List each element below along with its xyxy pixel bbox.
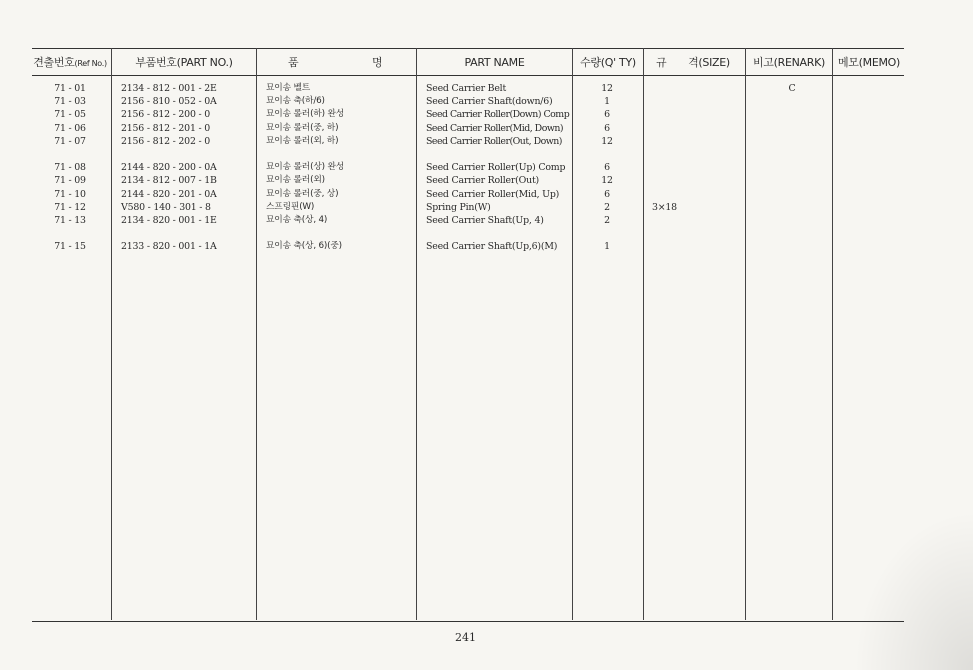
qty-cell: 2 [604, 214, 610, 226]
header-size-2: 격(SIZE) [688, 56, 730, 69]
ref-no-cell: 71 - 12 [54, 201, 86, 213]
part-name-cell: Seed Carrier Roller(Mid, Up) [426, 188, 560, 200]
ref-no-column [50, 82, 90, 253]
korean-name-cell: 묘이송 롤러(외) [266, 175, 325, 186]
part-name-column [426, 82, 569, 253]
korean-name-column [266, 82, 344, 253]
header-size-1: 규 [656, 56, 667, 69]
part-no-cell: 2156 - 810 - 052 - 0A [121, 96, 217, 108]
ref-no-cell: 71 - 15 [54, 241, 86, 253]
qty-cell: 12 [601, 83, 613, 94]
qty-cell: 6 [604, 109, 610, 121]
header-ref-no: 견출번호(Ref No.) [33, 56, 107, 69]
size-cell: 3×18 [652, 201, 677, 213]
korean-name-cell: 묘이송 롤러(하) 완성 [266, 109, 345, 120]
part-name-cell: Seed Carrier Roller(Down) Comp [426, 109, 570, 121]
qty-cell: 6 [604, 122, 610, 134]
header-part-no: 부품번호(PART NO.) [135, 56, 233, 69]
qty-cell: 12 [601, 175, 613, 187]
remark-column [782, 82, 802, 95]
qty-cell: 6 [604, 188, 610, 200]
part-no-cell: 2134 - 812 - 007 - 1B [121, 175, 217, 187]
part-no-cell: 2144 - 820 - 201 - 0A [121, 188, 217, 200]
qty-cell: 12 [601, 135, 613, 147]
ref-no-cell: 71 - 05 [54, 109, 86, 121]
ref-no-cell: 71 - 03 [54, 96, 86, 108]
size-cell [652, 122, 677, 135]
qty-cell: 6 [604, 162, 610, 174]
korean-name-cell: 묘이송 롤러(상) 완성 [266, 162, 345, 173]
korean-name-cell: 묘이송 축(상, 4) [266, 214, 328, 225]
part-no-cell: 2156 - 812 - 200 - 0 [121, 109, 210, 121]
column-divider [416, 48, 417, 620]
header-part-name: PART NAME [464, 56, 525, 69]
part-no-cell: V580 - 140 - 301 - 8 [121, 201, 211, 213]
size-cell [652, 214, 677, 227]
part-no-cell: 2134 - 820 - 001 - 1E [121, 214, 217, 226]
ref-no-cell: 71 - 13 [54, 214, 86, 226]
part-name-cell: Seed Carrier Shaft(Up,6)(M) [426, 241, 558, 253]
column-divider [832, 48, 833, 620]
size-cell [652, 82, 677, 95]
page-shadow [853, 510, 973, 670]
header-memo: 메모(MEMO) [837, 56, 901, 69]
qty-column [592, 82, 622, 253]
ref-no-cell: 71 - 10 [54, 188, 86, 200]
part-name-cell: Seed Carrier Roller(Mid, Down) [426, 122, 564, 134]
ref-no-cell: 71 - 07 [54, 135, 86, 147]
korean-name-cell: 묘이송 롤러(중, 하) [266, 122, 339, 133]
korean-name-cell: 묘이송 롤러(중, 상) [266, 188, 339, 199]
part-name-cell: Spring Pin(W) [426, 201, 491, 213]
size-cell [652, 135, 677, 148]
header-name-kr-1: 품 [288, 56, 299, 69]
column-divider [572, 48, 573, 620]
ref-no-cell: 71 - 09 [54, 175, 86, 187]
page-number: 241 [455, 631, 476, 644]
korean-name-cell: 묘이송 벨트 [266, 83, 311, 93]
ref-no-cell: 71 - 08 [54, 162, 86, 174]
column-divider [256, 48, 257, 620]
column-divider [643, 48, 644, 620]
part-name-cell: Seed Carrier Shaft(Up, 4) [426, 214, 544, 226]
part-name-cell: Seed Carrier Roller(Up) Comp [426, 162, 566, 174]
header-bottom-rule [32, 75, 904, 76]
korean-name-cell: 묘이송 축(하/6) [266, 96, 325, 107]
part-no-cell: 2134 - 812 - 001 - 2E [121, 83, 217, 94]
ref-no-cell: 71 - 06 [54, 122, 86, 134]
remark-cell: C [788, 83, 796, 94]
ref-no-cell: 71 - 01 [54, 83, 86, 94]
column-divider [745, 48, 746, 620]
part-no-cell: 2156 - 812 - 202 - 0 [121, 135, 210, 147]
size-cell [652, 188, 677, 201]
part-no-column [121, 82, 217, 253]
column-divider [111, 48, 112, 620]
header-name-kr-2: 명 [372, 56, 383, 69]
header-qty: 수량(Q' TY) [580, 56, 636, 69]
part-name-cell: Seed Carrier Roller(Out, Down) [426, 135, 562, 147]
qty-cell: 1 [604, 241, 610, 253]
size-cell [652, 108, 677, 121]
part-no-cell: 2156 - 812 - 201 - 0 [121, 122, 210, 134]
part-name-cell: Seed Carrier Belt [426, 83, 507, 94]
size-cell [652, 240, 677, 253]
korean-name-cell: 묘이송 축(상, 6)(중) [266, 241, 342, 252]
table-bottom-rule [32, 621, 904, 622]
part-no-cell: 2133 - 820 - 001 - 1A [121, 241, 217, 253]
qty-cell: 2 [604, 201, 610, 213]
korean-name-cell: 스프링핀(W) [266, 201, 315, 212]
size-cell [652, 161, 677, 174]
header-remark: 비고(RENARK) [752, 56, 826, 69]
size-cell [652, 95, 677, 108]
part-name-cell: Seed Carrier Shaft(down/6) [426, 96, 553, 108]
korean-name-cell: 묘이송 롤러(외, 하) [266, 135, 339, 146]
part-name-cell: Seed Carrier Roller(Out) [426, 175, 539, 187]
qty-cell: 1 [604, 96, 610, 108]
part-no-cell: 2144 - 820 - 200 - 0A [121, 162, 217, 174]
size-cell [652, 174, 677, 187]
header-top-rule [32, 48, 904, 49]
size-column [652, 82, 677, 253]
